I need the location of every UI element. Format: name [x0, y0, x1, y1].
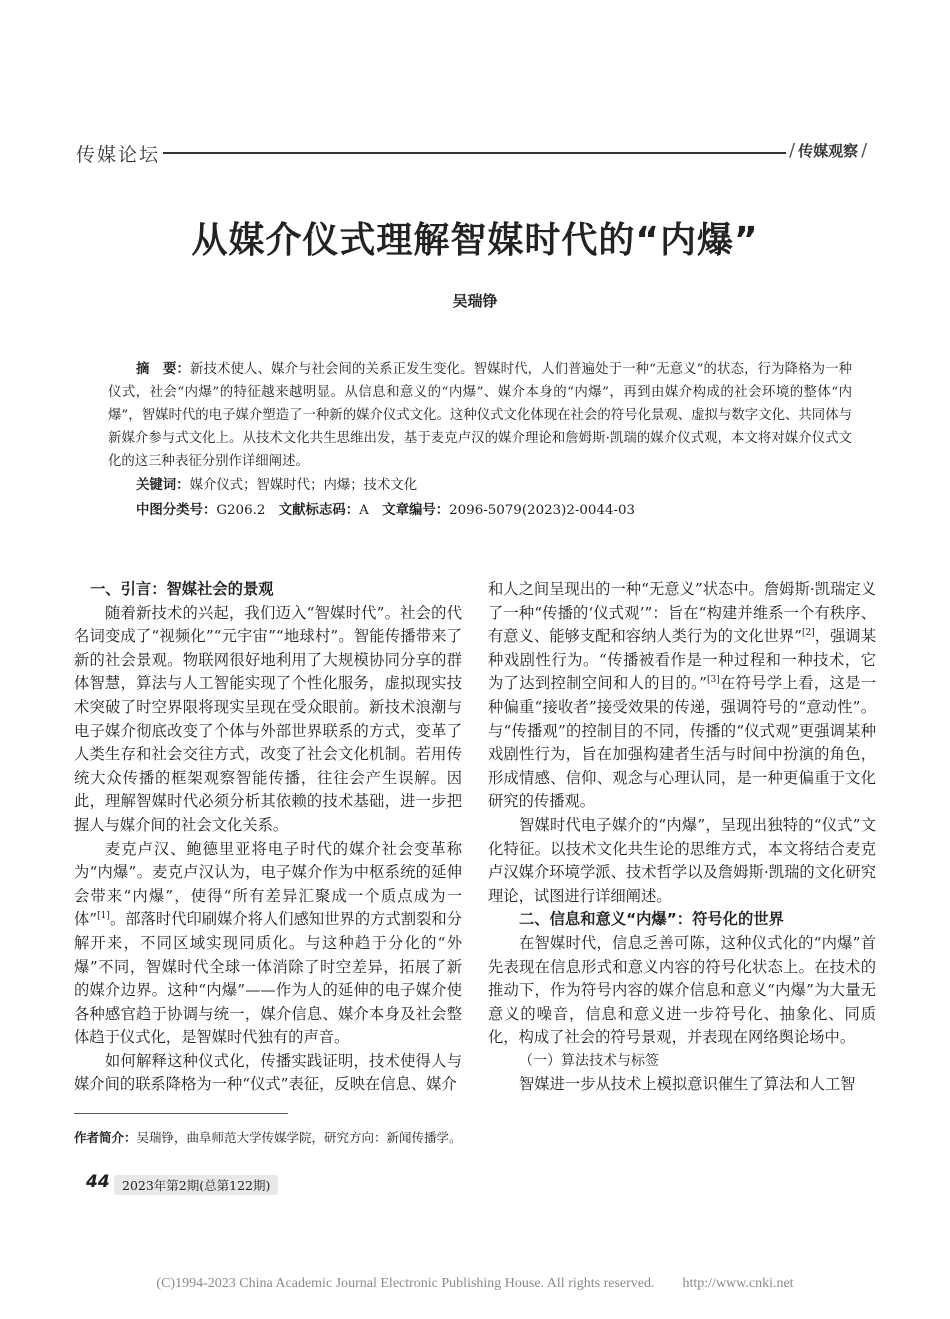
keywords	[136, 474, 417, 497]
slash-divider: /	[789, 140, 796, 161]
paragraph: 如何解释这种仪式化，传播实践证明，技术使得人与媒介间的联系降格为一种“仪式”表征，反映在信息、媒介	[74, 1051, 462, 1094]
section-heading-2: 二、信息和意义“内爆”：符号化的世界	[519, 910, 784, 929]
paragraph: 智媒时代电子媒介的“内爆”，呈现出独特的“仪式”文化特征。以技术文化共生论的思维方式，本文将结合麦克卢汉媒介环境学派、技术哲学以及詹姆斯·凯瑞的文化研究理论，试图进行详细阐述。	[488, 815, 876, 905]
right-column	[488, 578, 876, 1097]
author-bio	[74, 1128, 462, 1146]
slash-divider: /	[861, 140, 868, 161]
citation-ref: [1]	[97, 911, 110, 922]
abstract	[108, 358, 852, 473]
doc-code-label: 文献标志码：	[278, 503, 360, 518]
column-name	[786, 140, 870, 161]
page-number: 44	[86, 1172, 110, 1192]
footnote-rule	[74, 1113, 288, 1114]
header-rule	[163, 152, 786, 154]
keywords-label: 关键词：	[136, 478, 190, 493]
citation-ref: [3]	[706, 675, 720, 686]
paragraph: 在智媒时代，信息乏善可陈，这种仪式化的“内爆”首先表现在信息形式和意义内容的符号化状态上。在技术的推动下，作为符号内容的媒介信息和意义“内爆”为大量无意义的噪音，信息和意义进一步符号化、抽象化、同质化，构成了社会的符号景观，并表现在网络舆论场中。	[488, 933, 876, 1047]
paragraph-text: 麦克卢汉、鲍德里亚将电子时代的媒介社会变革称为“内爆”。麦克卢汉认为，电子媒介作为中枢系统的延伸会带来“内爆”，使得“所有差异汇聚成一个质点成为一体”	[74, 839, 462, 929]
paragraph-text: 和人之间呈现出的一种“无意义”状态中。詹姆斯·凯瑞定义了一种“传播的‘仪式观’”：旨在“构建并维系一个有秩序、有意义、能够支配和容纳人类行为的文化世界”	[488, 580, 876, 646]
clc-value: G206.2	[216, 503, 266, 518]
article-title: 从媒介仪式理解智媒时代的“内爆”	[191, 220, 759, 261]
issue-info: 2023年第2期(总第122期)	[114, 1175, 278, 1195]
article-no-label: 文章编号：	[382, 503, 450, 518]
classification-line	[136, 499, 635, 522]
column-name-label: 传媒观察	[798, 142, 859, 160]
clc-label: 中图分类号：	[136, 503, 217, 518]
paragraph	[74, 838, 462, 1050]
paragraph-text: ，强调某种戏剧性行为。“传播被看作是一种过程和一种技术，它为了达到控制空间和人的目的。”	[488, 627, 876, 693]
copyright-watermark: (C)1994-2023 China Academic Journal Electronic Publishing House. All rights reserved. http://www.cnki.net	[156, 1276, 794, 1291]
subsection-heading: （一）算法技术与标签	[519, 1052, 659, 1069]
article-no-value: 2096-5079(2023)2-0044-03	[449, 503, 636, 518]
paragraph-text: 在符号学上看，这是一种偏重“接收者”接受效果的传递，强调符号的“意动性”。与“传播观”的控制目的不同，传播的“仪式观”更强调某种戏剧性行为，旨在加强构建者生活与时间中扮演的角色，形成情感、信仰、观念与心理认同，是一种更偏重于文化研究的传播观。	[488, 674, 876, 811]
keywords-text: 媒介仪式；智媒时代；内爆；技术文化	[189, 478, 418, 493]
doc-code-value: A	[359, 503, 369, 518]
section-heading-1: 一、引言：智媒社会的景观	[90, 580, 274, 598]
author-bio-label: 作者简介：	[74, 1130, 137, 1145]
left-column	[74, 578, 462, 1097]
journal-section-title: 传媒论坛	[76, 144, 161, 166]
author-bio-text: 吴瑞铮，曲阜师范大学传媒学院，研究方向：新闻传播学。	[136, 1130, 462, 1145]
abstract-label: 摘 要：	[136, 362, 191, 377]
article-author: 吴瑞铮	[452, 292, 498, 310]
abstract-text: 新技术使人、媒介与社会间的关系正发生变化。智媒时代，人们普遍处于一种“无意义”的状态，行为降格为一种仪式，社会“内爆”的特征越来越明显。从信息和意义的“内爆”、媒介本身的“内爆”，再到由媒介构成的社会环境的整体“内爆”，智媒时代的电子媒介塑造了一种新的媒介仪式文化。这种仪式文化体现在社会的符号化景观、虚拟与数字文化、共同体与新媒介参与式文化上。从技术文化共生思维出发，基于麦克卢汉的媒介理论和詹姆斯·凯瑞的媒介仪式观，本文将对媒介仪式文化的这三种表征分别作详细阐述。	[108, 362, 852, 469]
citation-ref: [2]	[802, 628, 815, 639]
paragraph: 随着新技术的兴起，我们迈入“智媒时代”。社会的代名词变成了“视频化”“元宇宙”“地球村”。智能传播带来了新的社会景观。物联网很好地利用了大规模协同分享的群体智慧，算法与人工智能实现了个性化服务，虚拟现实技术突破了时空界限将现实呈现在受众眼前。新技术浪潮与电子媒介彻底改变了个体与外部世界联系的方式，变革了人类生存和社会交往方式，改变了社会文化机制。若用传统大众传播的框架观察智能传播，往往会产生误解。因此，理解智媒时代必须分析其依赖的技术基础，进一步把握人与媒介间的社会文化关系。	[74, 603, 462, 834]
paragraph-text: 。部落时代印刷媒介将人们感知世界的方式割裂和分解开来，不同区域实现同质化。与这种趋于分化的“外爆”不同，智媒时代全球一体消除了时空差异，拓展了新的媒介边界。这种“内爆”——作为人的延伸的电子媒介使各种感官趋于协调与统一，媒介信息、媒介本身及社会整体趋于仪式化，是智媒时代独有的声音。	[74, 910, 462, 1047]
paragraph: 智媒进一步从技术上模拟意识催生了算法和人工智	[519, 1075, 856, 1094]
paragraph	[488, 578, 876, 814]
